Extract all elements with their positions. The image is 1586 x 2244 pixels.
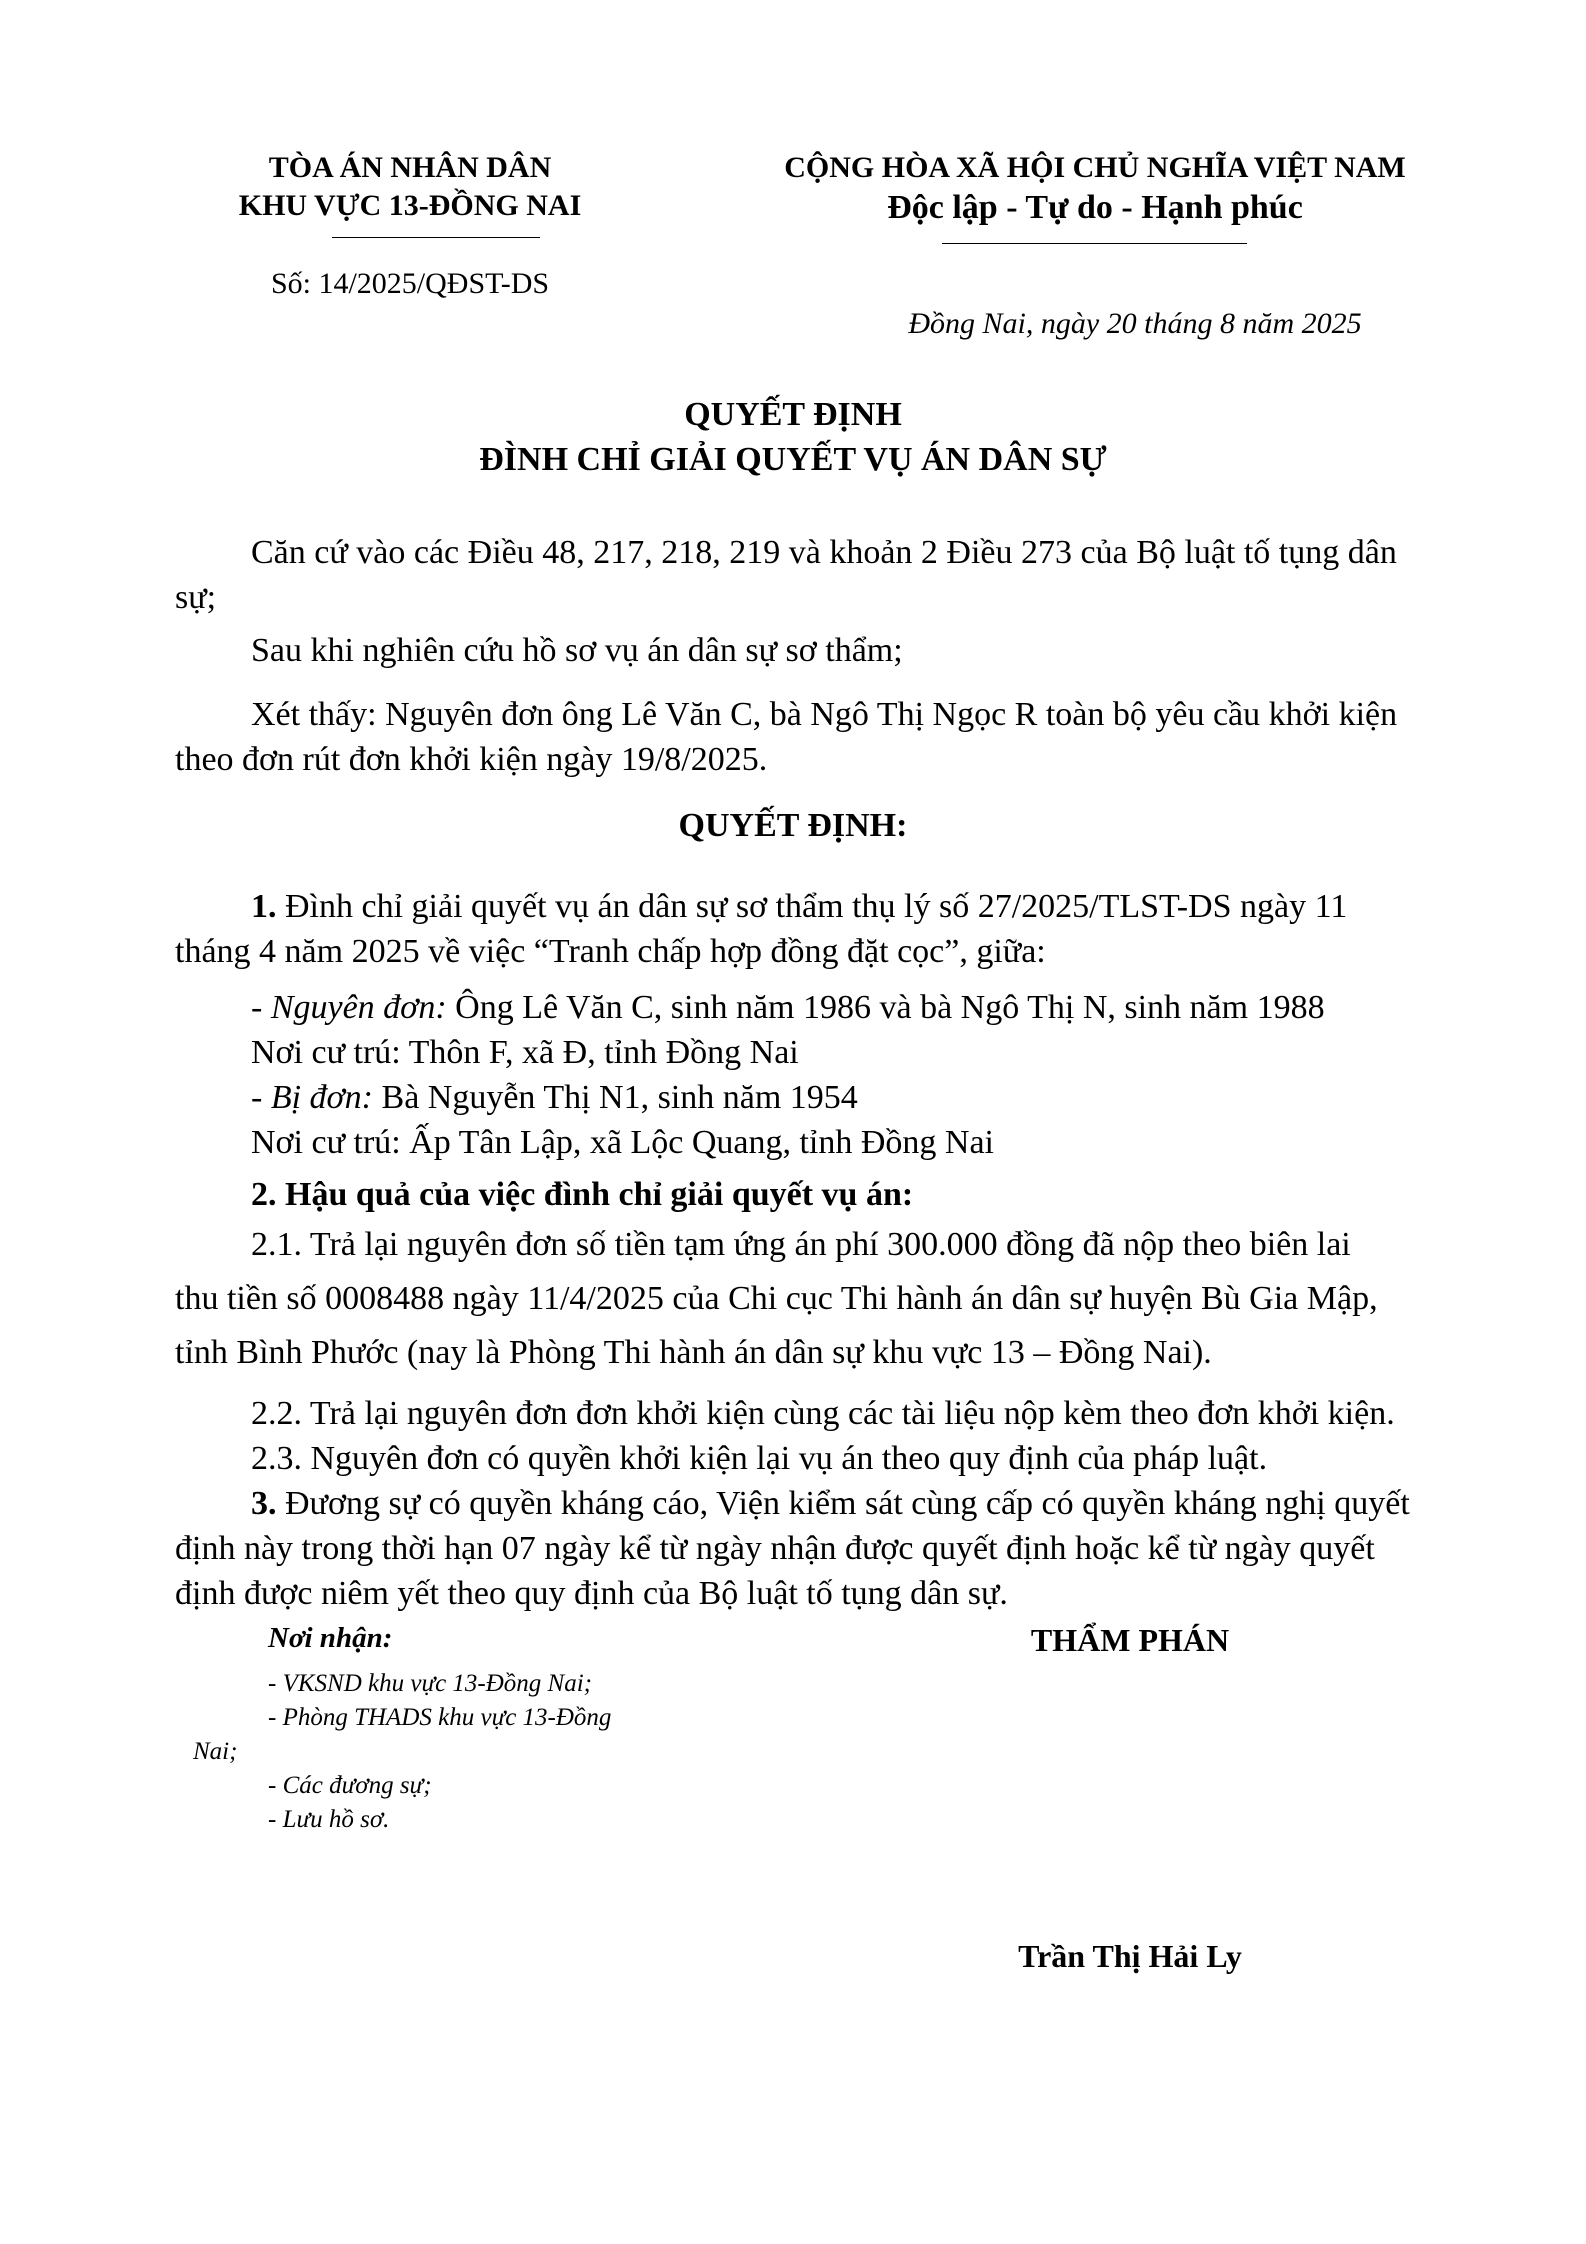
finding-line1: Xét thấy: Nguyên đơn ông Lê Văn C, bà Ngô Thị Ngọc R toàn bộ yêu cầu khởi kiện [251,696,1398,733]
plaintiff-line [251,985,1325,1030]
item1-line1 [251,884,1347,929]
motto-underline [942,243,1247,244]
nation-motto: Độc lập - Tự do - Hạnh phúc [887,189,1303,226]
date-place: Đồng Nai, ngày 20 tháng 8 năm 2025 [908,307,1362,340]
item1-number: 1. [251,888,277,925]
title-line2: ĐÌNH CHỈ GIẢI QUYẾT VỤ ÁN DÂN SỰ [479,441,1107,478]
item3-line1 [251,1481,1410,1526]
signature-name: Trần Thị Hải Ly [1018,1938,1242,1974]
defendant-residence: Nơi cư trú: Ấp Tân Lập, xã Lộc Quang, tỉnh Đồng Nai [251,1124,995,1161]
basis-line2: sự; [175,579,217,616]
recipient-3: - Các đương sự; [268,1772,432,1799]
court-name-line2: KHU VỰC 13-ĐỒNG NAI [238,189,582,222]
item3-line2: định này trong thời hạn 07 ngày kể từ ngày nhận được quyết định hoặc kể từ ngày quyết [175,1530,1375,1567]
recipient-2-line2: Nai; [193,1738,238,1765]
defendant-text: Bà Nguyễn Thị N1, sinh năm 1954 [373,1079,858,1116]
plaintiff-label: - Nguyên đơn: [251,989,447,1026]
finding-line2: theo đơn rút đơn khởi kiện ngày 19/8/2025. [175,741,768,778]
recipient-4: - Lưu hồ sơ. [268,1806,390,1833]
defendant-label: - Bị đơn: [251,1079,374,1116]
item2-heading: 2. Hậu quả của việc đình chỉ giải quyết vụ án: [251,1176,914,1213]
nation-line1: CỘNG HÒA XÃ HỘI CHỦ NGHĨA VIỆT NAM [784,151,1406,184]
plaintiff-text: Ông Lê Văn C, sinh năm 1986 và bà Ngô Thị N, sinh năm 1988 [446,989,1325,1026]
title-line1: QUYẾT ĐỊNH [684,396,902,433]
item2-2: 2.2. Trả lại nguyên đơn đơn khởi kiện cùng các tài liệu nộp kèm theo đơn khởi kiện. [251,1395,1395,1432]
basis-line1: Căn cứ vào các Điều 48, 217, 218, 219 và khoản 2 Điều 273 của Bộ luật tố tụng dân [251,534,1397,571]
item2-3: 2.3. Nguyên đơn có quyền khởi kiện lại vụ án theo quy định của pháp luật. [251,1440,1268,1477]
case-number: Số: 14/2025/QĐST-DS [270,267,550,300]
signature-role: THẨM PHÁN [1030,1622,1230,1658]
recipients-heading: Nơi nhận: [268,1622,393,1654]
plaintiff-residence: Nơi cư trú: Thôn F, xã Đ, tỉnh Đồng Nai [251,1034,799,1071]
defendant-line [251,1075,858,1120]
item2-1-line1: 2.1. Trả lại nguyên đơn số tiền tạm ứng án phí 300.000 đồng đã nộp theo biên lai [251,1226,1351,1263]
decision-heading: QUYẾT ĐỊNH: [678,807,908,844]
item3-text1: Đương sự có quyền kháng cáo, Viện kiểm sát cùng cấp có quyền kháng nghị quyết [276,1485,1410,1522]
item2-1-line3: tỉnh Bình Phước (nay là Phòng Thi hành án dân sự khu vực 13 – Đồng Nai). [175,1334,1212,1371]
item1-text1: Đình chỉ giải quyết vụ án dân sự sơ thẩm thụ lý số 27/2025/TLST-DS ngày 11 [276,888,1348,925]
court-name-line1: TÒA ÁN NHÂN DÂN [268,151,552,184]
recipient-1: - VKSND khu vực 13-Đồng Nai; [268,1670,592,1697]
court-underline [332,237,540,238]
item3-line3: định được niêm yết theo quy định của Bộ luật tố tụng dân sự. [175,1575,1008,1612]
recipient-2-line1: - Phòng THADS khu vực 13-Đồng [268,1704,612,1731]
item3-number: 3. [251,1485,277,1522]
review-line: Sau khi nghiên cứu hồ sơ vụ án dân sự sơ thẩm; [251,632,903,669]
item2-1-line2: thu tiền số 0008488 ngày 11/4/2025 của Chi cục Thi hành án dân sự huyện Bù Gia Mập, [175,1280,1378,1317]
item1-line2: tháng 4 năm 2025 về việc “Tranh chấp hợp đồng đặt cọc”, giữa: [175,933,1046,970]
